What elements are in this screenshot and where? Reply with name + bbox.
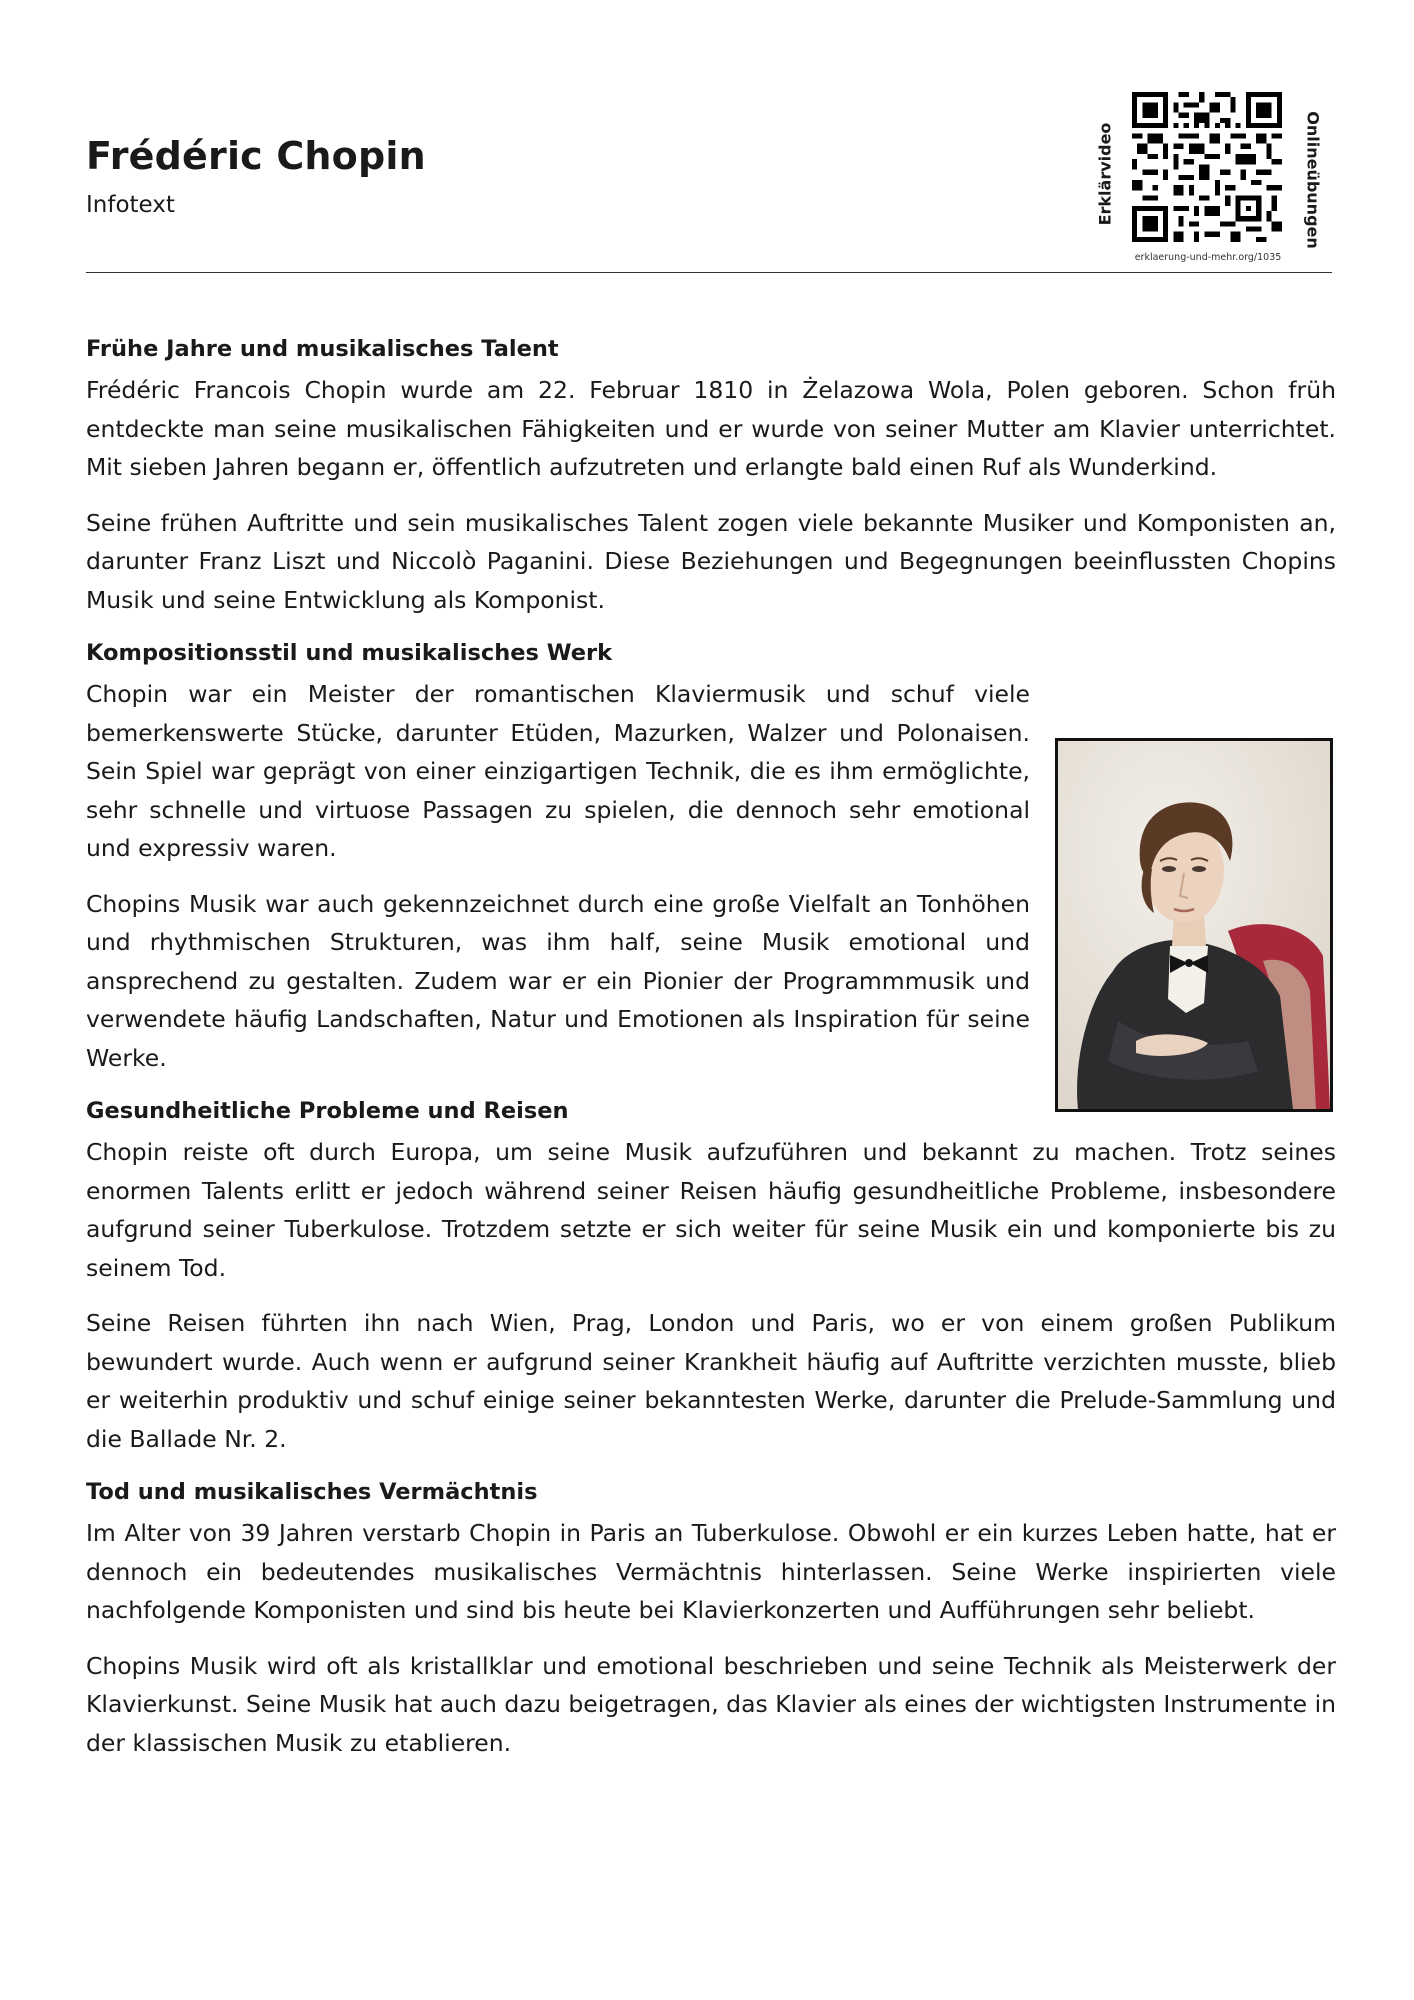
paragraph: Frédéric Francois Chopin wurde am 22. Februar 1810 in Żelazowa Wola, Polen geboren. Schon früh entdeckte man seine musikalischen Fähigkeiten und er wurde von seiner Mutter am Klavier unterrichtet. Mit sieben Jahren begann er, öffentlich aufzutreten und erlangte bald einen Ruf als Wunderkind. — [86, 376, 1336, 481]
page-title: Frédéric Chopin — [86, 134, 426, 178]
paragraph: Seine Reisen führten ihn nach Wien, Prag, London und Paris, wo er von einem großen Publikum bewundert wurde. Auch wenn er aufgrund seiner Krankheit häufig auf Auftritte verzichten musste, blieb er weiterhin produktiv und schuf einige seiner bekanntesten Werke, darunter die Prelude-Sammlung und die Ballade Nr. 2. — [86, 1309, 1336, 1453]
paragraph: Chopin reiste oft durch Europa, um seine Musik aufzuführen und bekannt zu machen. Trotz seines enormen Talents erlitt er jedoch während seiner Reisen häufig gesundheitliche Probleme, insbesondere aufgrund seiner Tuberkulose. Trotzdem setzte er sich weiter für seine Musik ein und komponierte bis zu seinem Tod. — [86, 1138, 1336, 1282]
paragraph: Seine frühen Auftritte und sein musikalisches Talent zogen viele bekannte Musiker und Komponisten an, darunter Franz Liszt und Niccolò Paganini. Diese Beziehungen und Begegnungen beeinflussten Chopins Musik und seine Entwicklung als Komponist. — [86, 508, 1336, 614]
page-subtitle: Infotext — [86, 192, 175, 218]
video-label: Erklärvideo — [1095, 122, 1115, 226]
qr-code[interactable] — [1128, 92, 1286, 242]
qr-url[interactable]: erklaerung-und-mehr.org/1035 — [1134, 252, 1282, 263]
section-heading-health-travel: Gesundheitliche Probleme und Reisen — [86, 1098, 569, 1124]
paragraph: Im Alter von 39 Jahren verstarb Chopin in Paris an Tuberkulose. Obwohl er ein kurzes Leben hatte, hat er dennoch ein bedeutendes musikalisches Vermächtnis hinterlassen. Seine Werke inspirierten viele nachfolgende Komponisten und sind bis heute bei Klavierkonzerten und Aufführungen sehr beliebt. — [86, 1519, 1336, 1624]
chopin-portrait-image — [1055, 738, 1333, 1112]
section-heading-death-legacy: Tod und musikalisches Vermächtnis — [86, 1479, 538, 1505]
section-heading-early-years: Frühe Jahre und musikalisches Talent — [86, 336, 559, 362]
section-heading-composition-style: Kompositionsstil und musikalisches Werk — [86, 640, 613, 666]
paragraph: Chopins Musik war auch gekennzeichnet durch eine große Vielfalt an Tonhöhen und rhythmischen Strukturen, was ihm half, seine Musik emotional und ansprechend zu gestalten. Zudem war er ein Pionier der Programmmusik und verwendete häufig Landschaften, Natur und Emotionen als Inspiration für seine Werke. — [86, 889, 1030, 1072]
exercises-label: Onlineübungen — [1303, 111, 1323, 249]
paragraph: Chopin war ein Meister der romantischen Klaviermusik und schuf viele bemerkenswerte Stücke, darunter Etüden, Mazurken, Walzer und Polonaisen. Sein Spiel war geprägt von einer einzigartigen Technik, die es ihm ermöglichte, sehr schnelle und virtuose Passagen zu spielen, die dennoch sehr emotional und expressiv waren. — [86, 680, 1030, 862]
paragraph: Chopins Musik wird oft als kristallklar und emotional beschrieben und seine Technik als Meisterwerk der Klavierkunst. Seine Musik hat auch dazu beigetragen, das Klavier als eines der wichtigsten Instrumente in der klassischen Musik zu etablieren. — [86, 1651, 1336, 1757]
header-divider — [86, 272, 1332, 273]
